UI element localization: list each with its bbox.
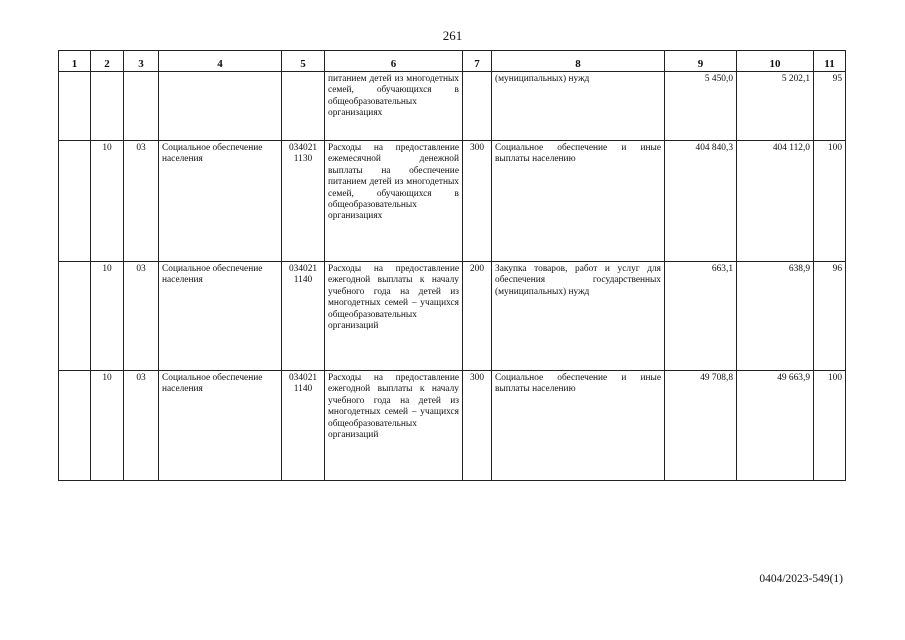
header-col-8: 8: [492, 51, 665, 72]
cell-expense-type: 300: [463, 371, 492, 481]
table-row: [59, 141, 846, 262]
cell-col-1: [59, 371, 91, 481]
cell-subsection: [124, 72, 159, 141]
cell-section: 10: [91, 141, 124, 262]
cell-expense-type: 300: [463, 141, 492, 262]
header-col-6: 6: [325, 51, 463, 72]
cell-target-code: 034021 1140: [282, 371, 325, 481]
cell-expense-name: Социальное обеспечение и иные выплаты населению: [492, 371, 665, 481]
table-row: [59, 371, 846, 481]
cell-actual-amount: 49 663,9: [737, 371, 814, 481]
page-number: 261: [442, 28, 463, 43]
cell-percent: 100: [814, 141, 846, 262]
header-col-9: 9: [665, 51, 737, 72]
cell-planned-amount: 49 708,8: [665, 371, 737, 481]
cell-target-name: питанием детей из многодетных семей, обучающихся в общеобразовательных организациях: [325, 72, 463, 141]
cell-section-name: Социальное обеспечение населения: [159, 141, 282, 262]
header-col-3: 3: [124, 51, 159, 72]
cell-expense-name: Закупка товаров, работ и услуг для обеспечения государственных (муниципальных) нужд: [492, 262, 665, 371]
cell-actual-amount: 5 202,1: [737, 72, 814, 141]
cell-subsection: 03: [124, 262, 159, 371]
header-col-11: 11: [814, 51, 846, 72]
cell-planned-amount: 5 450,0: [665, 72, 737, 141]
cell-section-name: Социальное обеспечение населения: [159, 262, 282, 371]
cell-expense-type: 200: [463, 262, 492, 371]
table-row: [59, 72, 846, 141]
cell-actual-amount: 638,9: [737, 262, 814, 371]
cell-percent: 100: [814, 371, 846, 481]
header-col-4: 4: [159, 51, 282, 72]
cell-target-code: 034021 1130: [282, 141, 325, 262]
table-row: [59, 262, 846, 371]
cell-section-name: Социальное обеспечение населения: [159, 371, 282, 481]
header-col-5: 5: [282, 51, 325, 72]
cell-section: [91, 72, 124, 141]
cell-col-1: [59, 141, 91, 262]
header-col-1: 1: [59, 51, 91, 72]
cell-target-name: Расходы на предоставление ежегодной выплаты к началу учебного года на детей из многодетных семей – учащихся общеобразовательных организаций: [325, 262, 463, 371]
cell-section-name: [159, 72, 282, 141]
cell-section: 10: [91, 262, 124, 371]
cell-target-name: Расходы на предоставление ежемесячной денежной выплаты на обеспечение питанием детей из многодетных семей, обучающихся в общеобразовательных организациях: [325, 141, 463, 262]
header-row: [59, 51, 846, 72]
cell-planned-amount: 404 840,3: [665, 141, 737, 262]
header-col-7: 7: [463, 51, 492, 72]
cell-col-1: [59, 262, 91, 371]
cell-planned-amount: 663,1: [665, 262, 737, 371]
cell-target-name: Расходы на предоставление ежегодной выплаты к началу учебного года на детей из многодетных семей – учащихся общеобразовательных организаций: [325, 371, 463, 481]
cell-subsection: 03: [124, 141, 159, 262]
cell-target-code: 034021 1140: [282, 262, 325, 371]
budget-table: [58, 50, 846, 481]
cell-section: 10: [91, 371, 124, 481]
cell-col-1: [59, 72, 91, 141]
cell-subsection: 03: [124, 371, 159, 481]
document-code: 0404/2023-549(1): [759, 573, 843, 585]
cell-expense-name: Социальное обеспечение и иные выплаты населению: [492, 141, 665, 262]
cell-actual-amount: 404 112,0: [737, 141, 814, 262]
header-col-10: 10: [737, 51, 814, 72]
cell-expense-name: (муниципальных) нужд: [492, 72, 665, 141]
cell-percent: 95: [814, 72, 846, 141]
cell-expense-type: [463, 72, 492, 141]
cell-percent: 96: [814, 262, 846, 371]
cell-target-code: [282, 72, 325, 141]
header-col-2: 2: [91, 51, 124, 72]
